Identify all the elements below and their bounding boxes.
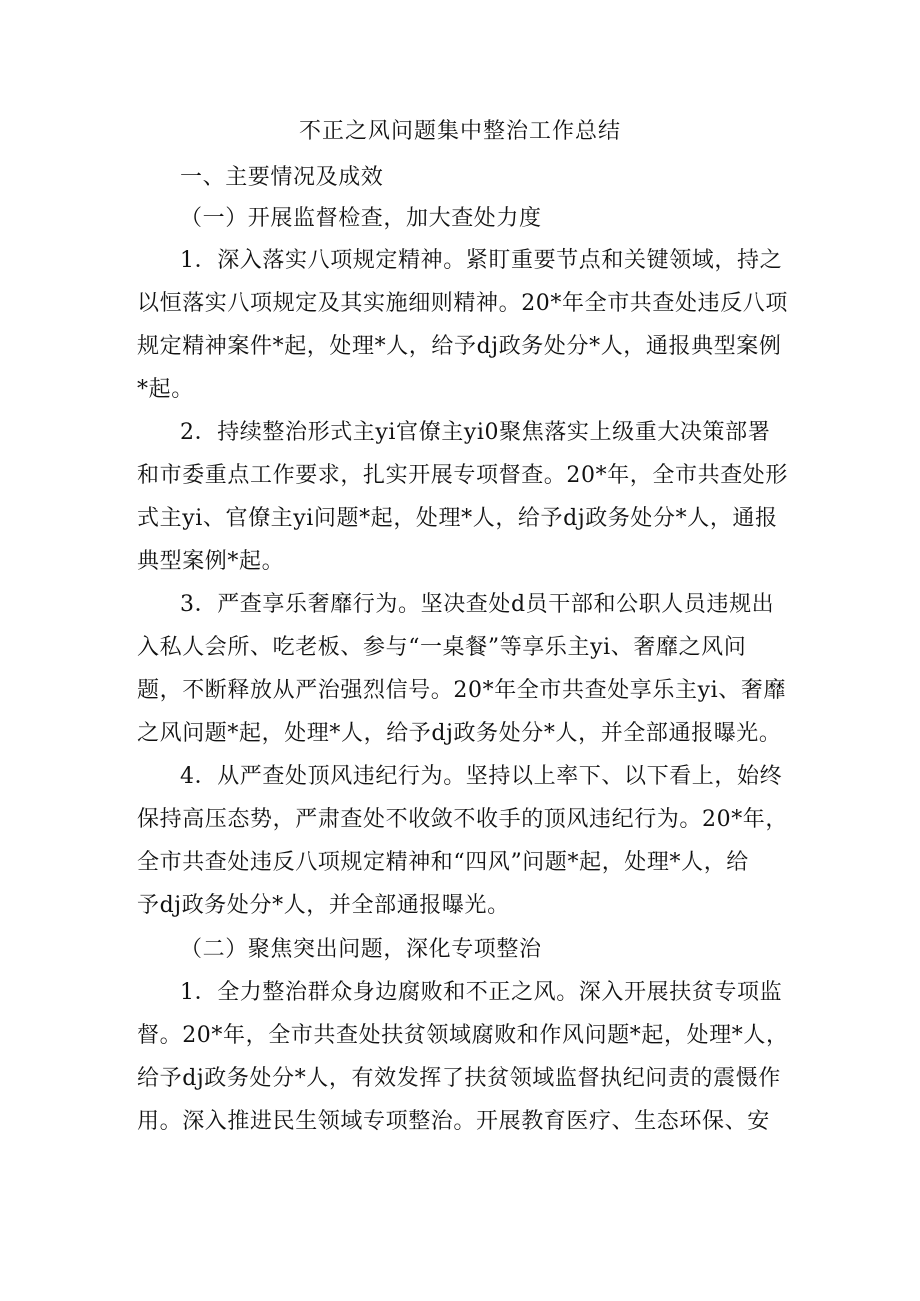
paragraph-line: 2．持续整治形式主yi官僚主yi0聚焦落实上级重大决策部署 xyxy=(180,420,771,445)
paragraph-line: 用。深入推进民生领域专项整治。开展教育医疗、生态环保、安 xyxy=(137,1109,770,1134)
paragraph-line: 和市委重点工作要求，扎实开展专项督查。20*年，全市共查处形 xyxy=(137,463,788,488)
paragraph-line: 予dj政务处分*人，并全部通报曝光。 xyxy=(137,893,510,918)
paragraph-line: *起。 xyxy=(137,377,194,402)
paragraph-line: 全市共查处违反八项规定精神和“四风”问题*起，处理*人，给 xyxy=(137,850,749,875)
paragraph-line: 之风问题*起，处理*人，给予dj政务处分*人，并全部通报曝光。 xyxy=(137,721,782,746)
paragraph-line: 给予dj政务处分*人，有效发挥了扶贫领域监督执纪问责的震慑作 xyxy=(137,1066,781,1091)
paragraph-line: 3．严查享乐奢靡行为。坚决查处d员干部和公职人员违规出 xyxy=(180,592,775,617)
paragraph-line: 1．深入落实八项规定精神。紧盯重要节点和关键领域，持之 xyxy=(180,248,783,273)
subsection-heading: （一）开展监督检查，加大查处力度 xyxy=(180,206,542,231)
paragraph-line: 督。20*年，全市共查处扶贫领域腐败和作风问题*起，处理*人， xyxy=(137,1023,789,1048)
paragraph-line: 题，不断释放从严治强烈信号。20*年全市共查处享乐主yi、奢靡 xyxy=(137,678,787,703)
subsection-heading: （二）聚焦突出问题，深化专项整治 xyxy=(180,937,542,962)
paragraph-line: 保持高压态势，严肃查处不收敛不收手的顶风违纪行为。20*年， xyxy=(137,807,788,832)
paragraph-line: 以恒落实八项规定及其实施细则精神。20*年全市共查处违反八项 xyxy=(137,291,788,316)
section-heading: 一、主要情况及成效 xyxy=(180,165,384,190)
paragraph-line: 1．全力整治群众身边腐败和不正之风。深入开展扶贫专项监 xyxy=(180,980,783,1005)
paragraph-line: 式主yi、官僚主yi问题*起，处理*人，给予dj政务处分*人，通报 xyxy=(137,506,778,531)
paragraph-line: 典型案例*起。 xyxy=(137,549,285,574)
document-title: 不正之风问题集中整治工作总结 xyxy=(298,119,621,144)
paragraph-line: 规定精神案件*起，处理*人，给予dj政务处分*人，通报典型案例 xyxy=(137,334,782,359)
paragraph-line: 4．从严查处顶风违纪行为。坚持以上率下、以下看上，始终 xyxy=(180,764,783,789)
paragraph-line: 入私人会所、吃老板、参与“一桌餐”等享乐主yi、奢靡之风问 xyxy=(137,635,747,660)
